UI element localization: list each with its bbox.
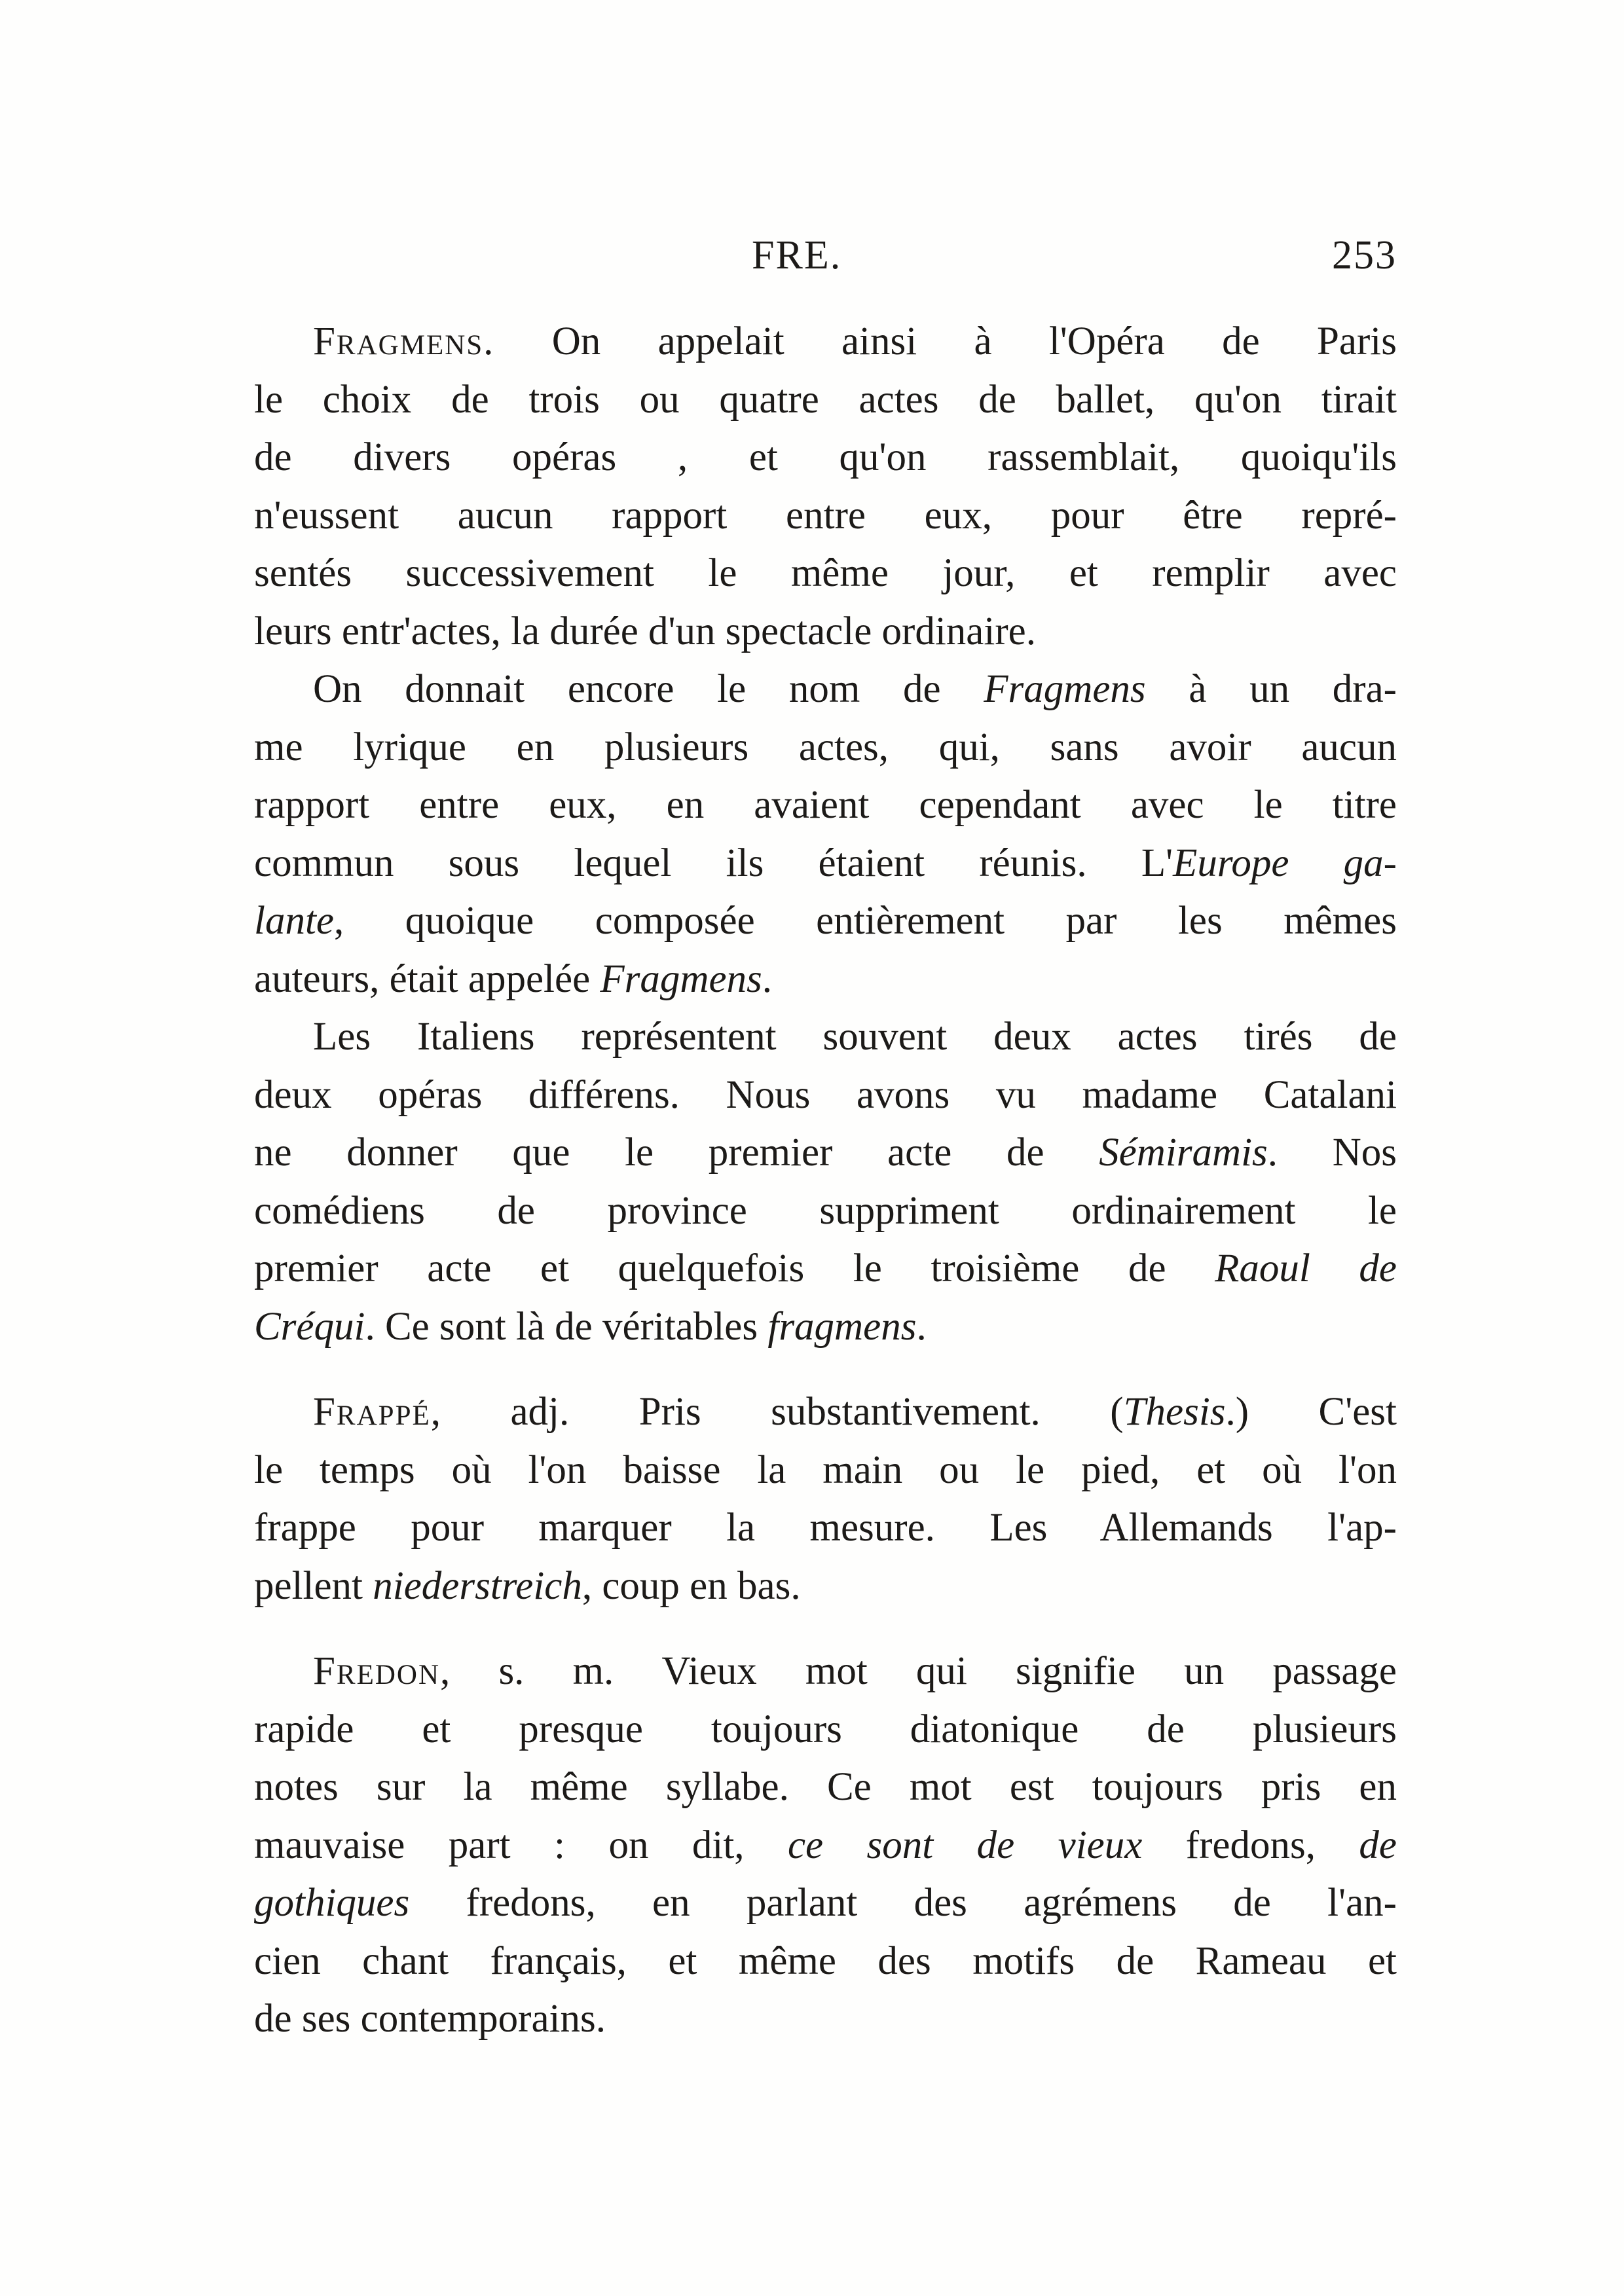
text-line: On donnait encore le nom de Fragmens à un dra- — [313, 667, 1397, 711]
text-line: rapide et presque toujours diatonique de plusieurs — [254, 1707, 1397, 1751]
text-line: mauvaise part : on dit, ce sont de vieux fredons, de — [254, 1823, 1397, 1867]
text-line: lante, quoique composée entièrement par les mêmes — [254, 899, 1397, 943]
running-title: FRE. — [752, 233, 842, 278]
text-line: Les Italiens représentent souvent deux actes tirés de — [313, 1015, 1397, 1059]
text-line: cien chant français, et même des motifs de Rameau et — [254, 1939, 1397, 1983]
text-line: me lyrique en plusieurs actes, qui, sans avoir aucun — [254, 725, 1397, 769]
entry-fredon — [254, 1643, 1397, 2049]
entry-headword: Fragmens. — [313, 319, 495, 363]
text-line: de ses contemporains. — [254, 1997, 606, 2041]
text-line: commun sous lequel ils étaient réunis. L'Europe ga- — [254, 841, 1397, 885]
entry-separator — [254, 1615, 1397, 1643]
text-line: Créqui. Ce sont là de véritables fragmens. — [254, 1304, 927, 1349]
text-line: deux opéras différens. Nous avons vu madame Catalani — [254, 1072, 1397, 1117]
text-line: ne donner que le premier acte de Sémiramis. Nos — [254, 1131, 1397, 1175]
entry-separator — [254, 1356, 1397, 1383]
text-line: rapport entre eux, en avaient cependant avec le titre — [254, 783, 1397, 827]
page-body — [254, 313, 1397, 2049]
text-line: leurs entr'actes, la durée d'un spectacle ordinaire. — [254, 609, 1036, 653]
text-line: Frappé, adj. Pris substantivement. (Thesis.) C'est — [313, 1390, 1397, 1434]
entry-fragmens — [254, 313, 1397, 1356]
text-line: auteurs, était appelée Fragmens. — [254, 957, 773, 1001]
entry-headword: Frappé — [313, 1390, 431, 1434]
text-line: premier acte et quelquefois le troisième de Raoul de — [254, 1247, 1397, 1290]
text-line: sentés successivement le même jour, et remplir avec — [254, 551, 1397, 595]
text-line: frappe pour marquer la mesure. Les Allemands l'ap- — [254, 1506, 1397, 1550]
text-line: le choix de trois ou quatre actes de ballet, qu'on tirait — [254, 377, 1397, 422]
text-line: comédiens de province suppriment ordinairement le — [254, 1188, 1397, 1233]
entry-frappe — [254, 1383, 1397, 1615]
text-line: pellent niederstreich, coup en bas. — [254, 1563, 801, 1608]
text-line: de divers opéras , et qu'on rassemblait, quoiqu'ils — [254, 435, 1397, 479]
text-line: Fredon, s. m. Vieux mot qui signifie un passage — [313, 1649, 1397, 1693]
text-line: notes sur la même syllabe. Ce mot est toujours pris en — [254, 1765, 1397, 1809]
text-line: Fragmens. On appelait ainsi à l'Opéra de Paris — [313, 319, 1397, 363]
page-header — [254, 232, 1397, 285]
text-line: n'eussent aucun rapport entre eux, pour être repré- — [254, 493, 1397, 538]
text-line: gothiques fredons, en parlant des agrémens de l'an- — [254, 1881, 1397, 1925]
text-line: le temps où l'on baisse la main ou le pied, et où l'on — [254, 1448, 1397, 1492]
entry-headword: Fredon — [313, 1649, 441, 1693]
page-number: 253 — [1332, 233, 1397, 278]
